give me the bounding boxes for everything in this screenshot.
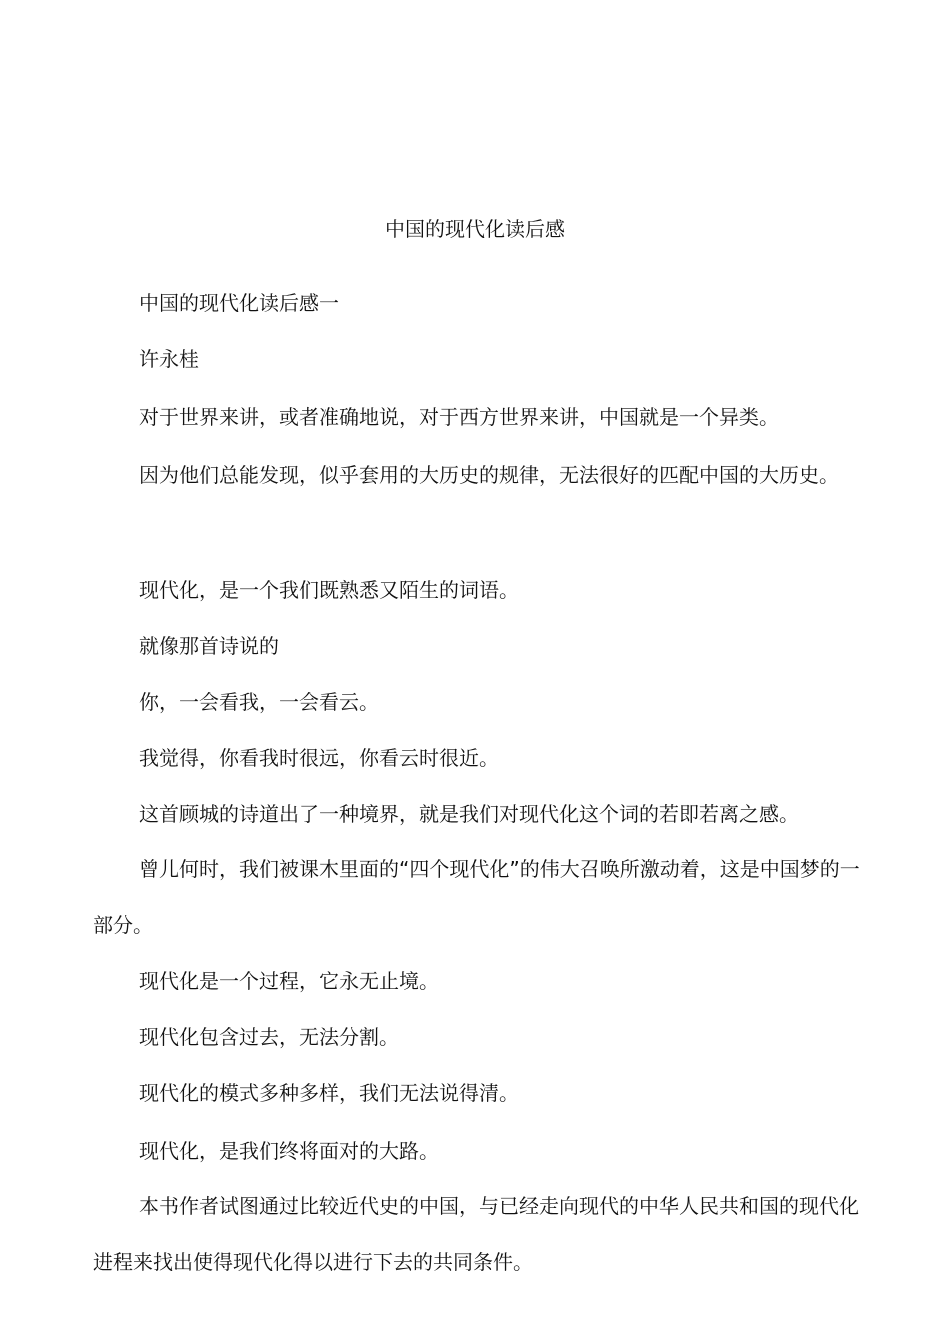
paragraph: 这首顾城的诗道出了一种境界，就是我们对现代化这个词的若即若离之感。 — [139, 802, 799, 826]
paragraph-author: 许永桂 — [139, 347, 199, 371]
paragraph: 现代化，是一个我们既熟悉又陌生的词语。 — [139, 578, 519, 602]
paragraph: 现代化，是我们终将面对的大路。 — [139, 1139, 439, 1163]
paragraph: 就像那首诗说的 — [139, 634, 279, 658]
paragraph: 我觉得，你看我时很远，你看云时很近。 — [139, 746, 499, 770]
paragraph: 本书作者试图通过比较近代史的中国，与已经走向现代的中华人民共和国的现代化进程来找出使得现代化得以进行下去的共同条件。 — [93, 1194, 859, 1274]
paragraph-subtitle: 中国的现代化读后感一 — [139, 291, 339, 315]
paragraph: 你，一会看我，一会看云。 — [139, 690, 379, 714]
paragraph: 曾儿何时，我们被课木里面的“四个现代化”的伟大召唤所激动着，这是中国梦的一部分。 — [93, 857, 860, 937]
document-title: 中国的现代化读后感 — [385, 217, 565, 241]
paragraph: 因为他们总能发现，似乎套用的大历史的规律，无法很好的匹配中国的大历史。 — [139, 463, 839, 487]
paragraph: 现代化是一个过程，它永无止境。 — [139, 969, 439, 993]
paragraph: 现代化包含过去，无法分割。 — [139, 1025, 399, 1049]
paragraph: 对于世界来讲，或者准确地说，对于西方世界来讲，中国就是一个异类。 — [139, 405, 779, 429]
paragraph: 现代化的模式多种多样，我们无法说得清。 — [139, 1081, 519, 1105]
